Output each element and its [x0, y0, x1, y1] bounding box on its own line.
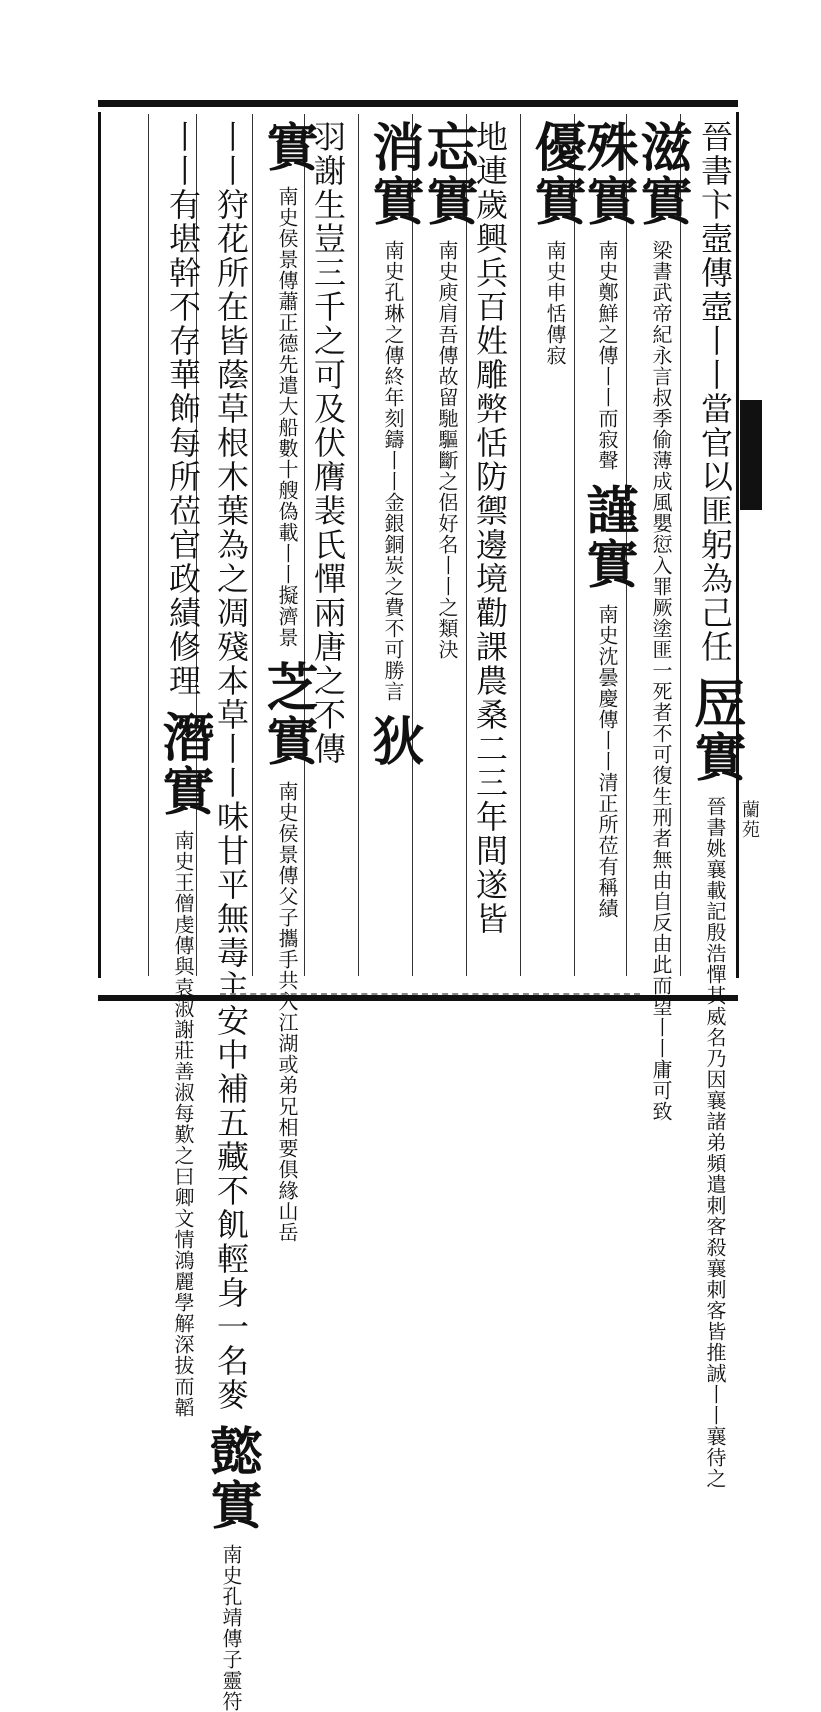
citation-text: 南史侯景傳蕭正德先遣大船數十艘偽載丨丨擬濟景 — [275, 186, 299, 649]
column-text: 地連歲興兵百姓雕弊恬防禦邊境勸課農桑二三年間遂皆 — [471, 120, 509, 936]
citation-text: 晉書姚襄載記殷浩憚其威名乃因襄諸弟頻遣刺客殺襄刺客皆推誠丨丨襄待之 — [703, 796, 727, 1490]
text-column-1 — [685, 120, 746, 1490]
headword: 狄 — [363, 714, 424, 769]
margin-text: 蘭苑 — [739, 800, 760, 840]
text-column-11 — [153, 120, 214, 1419]
text-column-9 — [257, 120, 318, 1243]
headword: 潛實 — [153, 710, 214, 819]
bottom-margin-rule — [220, 993, 640, 999]
headword: 消實 — [363, 120, 424, 228]
text-column-7 — [364, 120, 422, 980]
headword: 㞐實 — [685, 676, 746, 785]
citation-text: 南史沈曇慶傳丨丨清正所莅有稱績 — [595, 603, 619, 919]
citation-text: 南史鄭鮮之傳丨丨而寂聲 — [595, 240, 619, 472]
citation-text: 南史王僧虔傳與袁淑謝莊善淑每歎之曰卿文情鴻麗學解深拔而韜 — [171, 830, 195, 1419]
column-rule — [358, 114, 359, 976]
headword: 殊實 — [577, 120, 638, 228]
citation-text: 南史侯景傳父子攜手共入江湖或弟兄相要俱緣山岳 — [275, 780, 299, 1243]
headword: 謹實 — [577, 483, 638, 592]
citation-text: 南史庾肩吾傳故留馳驅斷之侶好名丨丨之類決 — [435, 240, 459, 661]
text-column-5 — [472, 120, 508, 980]
headword: 滋實 — [631, 120, 692, 228]
text-column-2 — [631, 120, 692, 1123]
column-text: 羽謝生豈三千之可及伏膺裴氏憚兩唐之不傳 — [309, 120, 347, 766]
column-text: 丨丨狩花所在皆蔭草根木葉為之凋殘本草丨丨味甘平無毒主安中補五藏不飢輕身一名麥 — [212, 120, 250, 1412]
column-text: 丨丨有堪幹不存華飾每所莅官政績修理 — [164, 120, 202, 698]
border-left-rule — [98, 112, 101, 978]
citation-text: 梁書武帝紀永言叔季偷薄成風嬰愆入罪厥塗匪一死者不可復生刑者無由自反由此而望丨丨庸可致 — [649, 240, 673, 1123]
text-column-3 — [578, 120, 636, 980]
headword: 芝實 — [257, 660, 318, 769]
headword: 懿實 — [201, 1424, 262, 1533]
column-text: 晉書卞壼傳壼丨丨當官以匪躬為己任 — [696, 120, 734, 664]
text-column-6 — [418, 120, 476, 980]
headword: 實 — [257, 120, 318, 174]
text-column-4 — [526, 120, 584, 980]
column-rule — [520, 114, 521, 976]
citation-text: 南史申恬傳寂 — [543, 240, 567, 367]
right-margin-strip — [740, 100, 800, 990]
citation-text: 南史孔琳之傳終年刻鑄丨丨金銀銅炭之費不可勝言 — [381, 240, 405, 703]
column-rule — [148, 114, 149, 976]
headword: 忘實 — [417, 120, 478, 228]
citation-text: 南史孔靖傳子靈符 — [219, 1544, 243, 1712]
headword: 優實 — [525, 120, 586, 228]
